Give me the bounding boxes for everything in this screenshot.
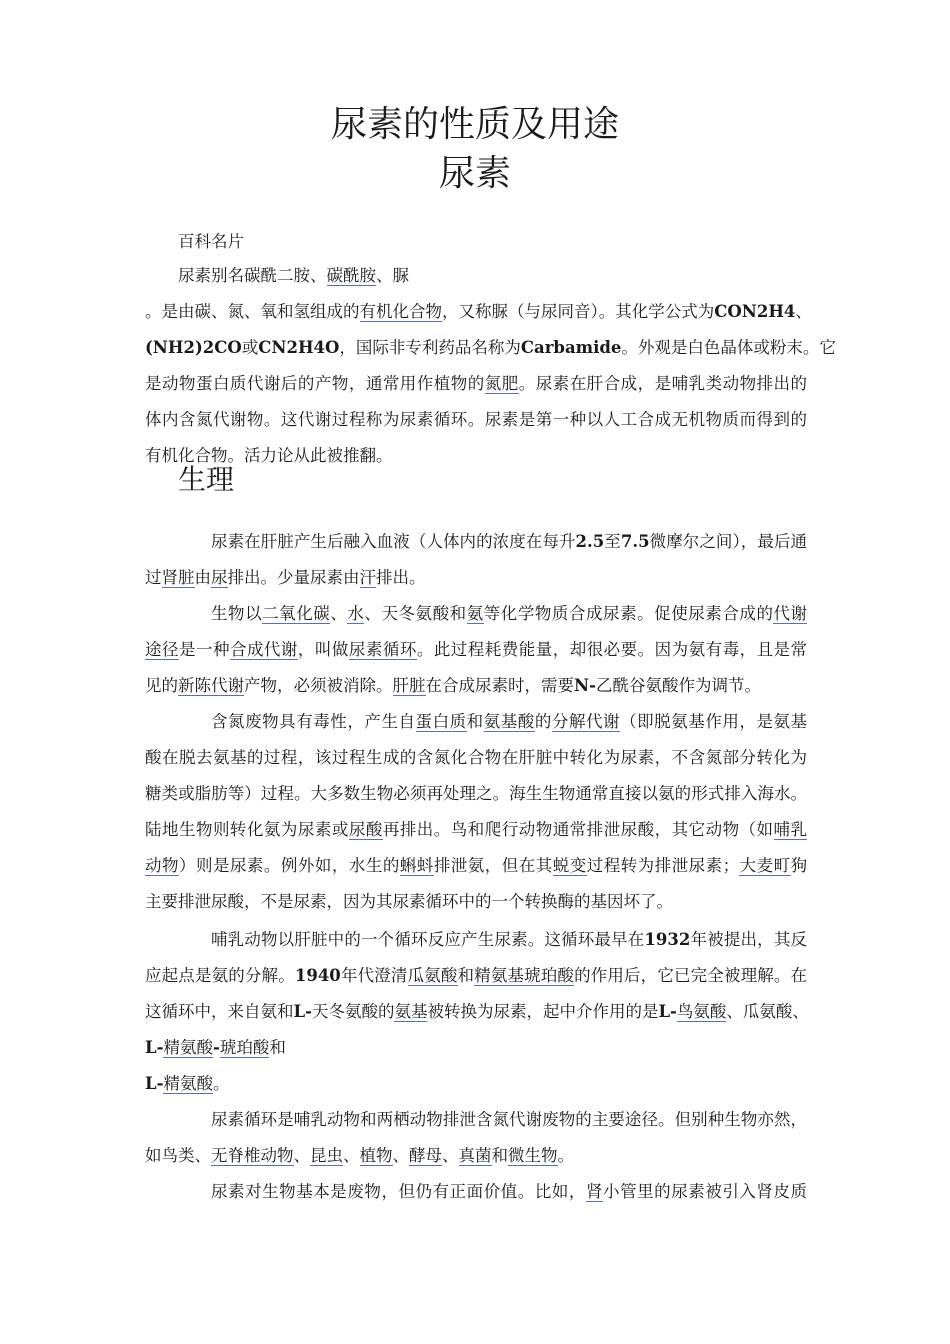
text: 天冬氨酸的 xyxy=(311,1002,395,1021)
prefix-text: L- xyxy=(658,1002,677,1021)
link-arginine[interactable]: 精氨酸 xyxy=(163,1038,213,1057)
text: 是一种 xyxy=(178,640,230,659)
p3-line-6: 主要排泄尿酸，不是尿素，因为其尿素循环中的一个转换酶的基因坏了。 xyxy=(145,892,673,911)
text: ，又称脲（与尿同音）。其化学公式为 xyxy=(442,302,715,321)
link-fungus[interactable]: 真菌 xyxy=(458,1146,492,1165)
link-invertebrate[interactable]: 无脊椎动物 xyxy=(211,1146,294,1165)
p4-line-4 xyxy=(145,1038,286,1058)
text: 和 xyxy=(491,1146,508,1165)
link-microorganism[interactable]: 微生物 xyxy=(508,1146,558,1165)
year: 1932 xyxy=(644,930,691,949)
link-mammal[interactable]: 哺乳 xyxy=(773,820,808,839)
p3-line-3: 糖类或脂肪等）过程。大多数生物必须再处理之。海生生物通常直接以氨的形式排入海水。 xyxy=(145,784,807,803)
p4-line-5 xyxy=(145,1074,229,1094)
prefix-text: N- xyxy=(574,676,596,695)
number: 2.5 xyxy=(575,532,605,551)
p1-line-2 xyxy=(145,568,426,588)
p2-line-2 xyxy=(145,640,807,660)
text: 小管里的尿素被引入肾皮质 xyxy=(603,1182,808,1201)
link-argininosuccinate[interactable]: 精氨基琥珀酸 xyxy=(474,966,575,985)
link-uric-acid[interactable]: 尿酸 xyxy=(348,820,383,839)
p3-line-1 xyxy=(211,712,807,732)
text: - xyxy=(212,1038,220,1057)
text: 尿素在肝脏产生后融入血液（人体内的浓度在每升 xyxy=(211,532,576,551)
formula-text: (NH2)2CO xyxy=(145,338,242,357)
text: 陆地生物则转化氨为尿素或 xyxy=(145,820,349,839)
desc-line-3 xyxy=(145,374,807,394)
desc-line-4: 体内含氮代谢物。这代谢过程称为尿素循环。尿素是第一种以人工合成无机物质而得到的 xyxy=(145,410,807,429)
p2-line-1 xyxy=(211,604,807,624)
link-renal[interactable]: 肾 xyxy=(585,1182,604,1201)
link-protein[interactable]: 蛋白质 xyxy=(415,712,467,731)
year: 1940 xyxy=(294,966,341,985)
link-yeast[interactable]: 酵母 xyxy=(409,1146,442,1165)
text: 排出。少量尿素由 xyxy=(227,568,360,587)
link-anabolism[interactable]: 合成代谢 xyxy=(229,640,298,659)
text: 至 xyxy=(604,532,621,551)
text: 、天冬氨酸和 xyxy=(364,604,467,623)
text: 排出。 xyxy=(376,568,426,587)
link-amino-acid[interactable]: 氨基酸 xyxy=(483,712,535,731)
text: 、 xyxy=(343,1146,360,1165)
text: ）则是尿素。例外如，水生的 xyxy=(178,856,400,875)
link-carbamide[interactable]: 碳酰胺 xyxy=(326,266,376,285)
text: 、 xyxy=(330,604,348,623)
text: 尿素对生物基本是废物，但仍有正面价值。比如， xyxy=(211,1182,586,1201)
text: ，叫做 xyxy=(297,640,349,659)
inn-name: Carbamide xyxy=(520,338,622,357)
p2-line-3 xyxy=(145,676,761,696)
text: 的 xyxy=(534,712,552,731)
text: 过 xyxy=(145,568,162,587)
formula-text: CN2H4O xyxy=(258,338,340,357)
link-tadpole[interactable]: 蝌蚪 xyxy=(399,856,434,875)
text: 和 xyxy=(269,1038,286,1057)
link-catabolism[interactable]: 分解代谢 xyxy=(551,712,621,731)
link-amino-group[interactable]: 氨基 xyxy=(394,1002,428,1021)
text: 和 xyxy=(457,966,475,985)
text: 年被提出，其反 xyxy=(690,930,808,949)
link-nitrogen-fertilizer[interactable]: 氮肥 xyxy=(484,374,519,393)
text: 产物，必须被消除。 xyxy=(244,676,393,695)
formula-text: CON2H4 xyxy=(714,302,796,321)
link-arginine[interactable]: 精氨酸 xyxy=(163,1074,213,1093)
text: 。 xyxy=(557,1146,574,1165)
link-plant[interactable]: 植物 xyxy=(359,1146,393,1165)
text: 见的 xyxy=(145,676,178,695)
desc-line-5: 有机化合物。活力论从此被推翻。 xyxy=(145,446,393,465)
text: （即脱氨基作用，是氨基 xyxy=(620,712,808,731)
link-ammonia[interactable]: 氨 xyxy=(466,604,484,623)
p6-line-1 xyxy=(211,1182,807,1202)
text: 这循环中，来自氨和 xyxy=(145,1002,294,1021)
link-carbon-dioxide[interactable]: 二氧化碳 xyxy=(262,604,331,623)
prefix-text: L- xyxy=(293,1002,312,1021)
p3-line-2: 酸在脱去氨基的过程，该过程生成的含氮化合物在肝脏中转化为尿素，不含氮部分转化为 xyxy=(145,748,807,767)
text: 再排出。鸟和爬行动物通常排泄尿酸，其它动物（如 xyxy=(382,820,774,839)
p3-line-4 xyxy=(145,820,807,840)
text: 狗 xyxy=(790,856,808,875)
link-metamorphosis[interactable]: 蜕变 xyxy=(552,856,587,875)
link-animal[interactable]: 动物 xyxy=(145,856,179,875)
text: 、 xyxy=(795,302,812,321)
text: 排泄氨，但在其 xyxy=(433,856,553,875)
p3-line-5 xyxy=(145,856,807,876)
text: 生物以 xyxy=(211,604,263,623)
text: 和 xyxy=(466,712,484,731)
text: 。外观是白色晶体或粉末。它 xyxy=(621,338,836,357)
desc-line-1 xyxy=(145,302,812,322)
link-insect[interactable]: 昆虫 xyxy=(310,1146,343,1165)
p5-line-1: 尿素循环是哺乳动物和两栖动物排泄含氮代谢废物的主要途径。但别种生物亦然， xyxy=(211,1110,807,1129)
text: 、 xyxy=(293,1146,310,1165)
text: 应起点是氨的分解。 xyxy=(145,966,295,985)
text: 。是由碳、氮、氧和氢组成的 xyxy=(145,302,360,321)
alias-text: 、脲 xyxy=(376,266,409,285)
text: 是动物蛋白质代谢后的产物，通常用作植物的 xyxy=(145,374,485,393)
text: 。尿素在肝合成，是哺乳类动物排出的 xyxy=(518,374,808,393)
link-pathway[interactable]: 途径 xyxy=(145,640,179,659)
text: 等化学物质合成尿素。促使尿素合成的 xyxy=(483,604,774,623)
document-subtitle: 尿素 xyxy=(438,153,511,194)
link-organic-compound[interactable]: 有机化合物 xyxy=(359,302,442,321)
text: 。 xyxy=(212,1074,230,1093)
desc-line-2 xyxy=(145,338,836,358)
encyclopedia-card-label: 百科名片 xyxy=(178,232,244,251)
text: 或 xyxy=(241,338,259,357)
link-metabolism[interactable]: 新陈代谢 xyxy=(178,676,244,695)
text: 被转换为尿素，起中介作用的是 xyxy=(427,1002,659,1021)
link-citrulline[interactable]: 瓜氨酸 xyxy=(407,966,458,985)
text: 由 xyxy=(194,568,211,587)
text: 过程转为排泄尿素； xyxy=(586,856,740,875)
alias-line xyxy=(178,266,409,286)
p1-line-1 xyxy=(211,532,807,552)
text: 的作用后，它已完全被理解。在 xyxy=(574,966,808,985)
p4-line-3 xyxy=(145,1002,807,1022)
link-urine[interactable]: 尿 xyxy=(211,568,228,587)
prefix-text: L- xyxy=(145,1038,164,1057)
alias-text: 尿素别名碳酰二胺、 xyxy=(178,266,327,285)
link-sweat[interactable]: 汗 xyxy=(359,568,376,587)
text: 乙酰谷氨酸作为调节。 xyxy=(595,676,761,695)
document-title: 尿素的性质及用途 xyxy=(330,104,619,145)
link-metabolic[interactable]: 代谢 xyxy=(773,604,808,623)
text: 在合成尿素时，需要 xyxy=(425,676,574,695)
text: 、 xyxy=(442,1146,459,1165)
text: 含氮废物具有毒性，产生自 xyxy=(211,712,416,731)
link-urea-cycle[interactable]: 尿素循环 xyxy=(348,640,417,659)
p5-line-2 xyxy=(145,1146,574,1166)
text: 、瓜氨酸、 xyxy=(726,1002,809,1021)
number: 7.5 xyxy=(620,532,650,551)
text: ，国际非专利药品名称为 xyxy=(339,338,521,357)
link-kidney[interactable]: 肾脏 xyxy=(161,568,195,587)
text: 微摩尔之间），最后通 xyxy=(649,532,808,551)
text: 、 xyxy=(392,1146,409,1165)
p4-line-2 xyxy=(145,966,807,986)
p4-line-1 xyxy=(211,930,807,950)
link-dalmatian[interactable]: 大麦町 xyxy=(739,856,791,875)
text: 哺乳动物以肝脏中的一个循环反应产生尿素。这循环最早在 xyxy=(211,930,645,949)
section-heading-physiology: 生理 xyxy=(178,463,235,496)
link-liver[interactable]: 肝脏 xyxy=(392,676,426,695)
prefix-text: L- xyxy=(145,1074,164,1093)
text: 。此过程耗费能量，却很必要。因为氨有毒，且是常 xyxy=(416,640,808,659)
link-water[interactable]: 水 xyxy=(347,604,365,623)
link-succinate[interactable]: 琥珀酸 xyxy=(219,1038,270,1057)
text: 年代澄清 xyxy=(340,966,408,985)
text: 如鸟类、 xyxy=(145,1146,211,1165)
link-ornithine[interactable]: 鸟氨酸 xyxy=(676,1002,727,1021)
